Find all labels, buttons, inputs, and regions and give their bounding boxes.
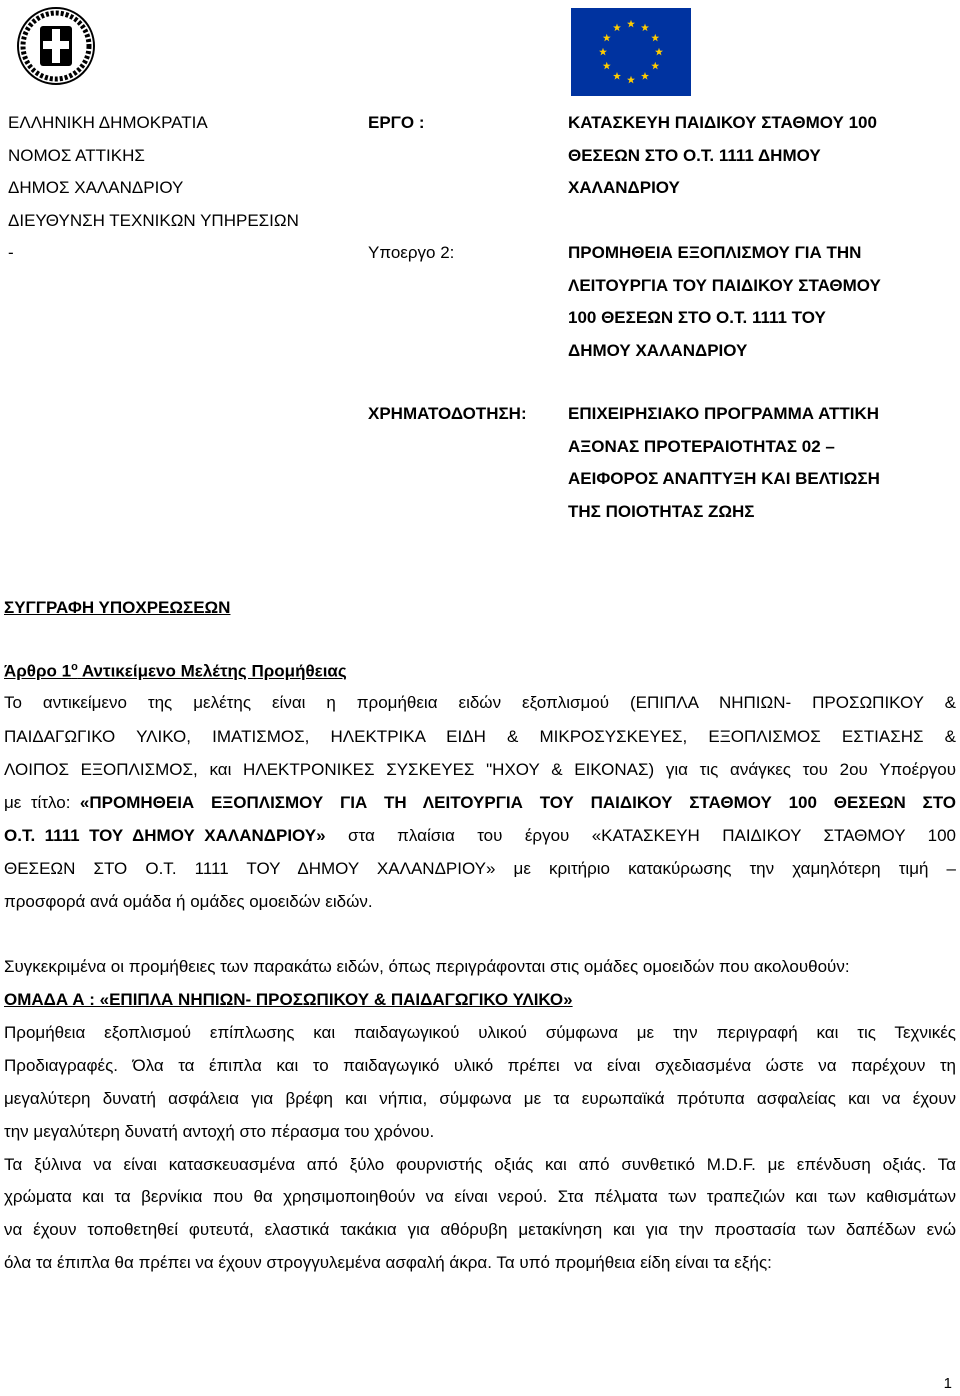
page-number: 1 [943, 1375, 952, 1392]
subproject-title-inline: «ΠΡΟΜΗΘΕΙΑ ΕΞΟΠΛΙΣΜΟΥ ΓΙΑ ΤΗ ΛΕΙΤΟΥΡΓΙΑ ΤΟΥ ΠΑΙΔΙΚΟΥ ΣΤΑΘΜΟΥ 100 ΘΕΣΕΩΝ ΣΤΟ [79, 793, 956, 812]
paragraph-line: Το αντικείμενο της μελέτης είναι η προμήθεια ειδών εξοπλισμού (ΕΠΙΠΛΑ ΝΗΠΙΩΝ- ΠΡΟΣΩΠΙΚΟΥ & [4, 693, 956, 712]
article-sup: ο [71, 661, 78, 673]
paragraph-line: να έχουν τοποθετηθεί φυτευτά, ελαστικά τακάκια για αθόρυβη μετακίνηση και για την προστασία των δαπέδων ενώ [4, 1220, 956, 1239]
paragraph-line: Συγκεκριμένα οι προμήθειες των παρακάτω ειδών, όπως περιγράφονται στις ομάδες ομοειδών που ακολουθούν: [4, 957, 850, 976]
title-prefix: με τίτλο: [4, 793, 80, 812]
project-line: ΚΑΤΑΣΚΕΥΗ ΠΑΙΔΙΚΟΥ ΣΤΑΘΜΟΥ 100 [568, 113, 877, 132]
project-line: ΧΑΛΑΝΔΡΙΟΥ [568, 178, 680, 197]
project-line: ΘΕΣΕΩΝ ΣΤΟ Ο.Τ. 1111 ΔΗΜΟΥ [568, 145, 821, 165]
funding-text [568, 398, 923, 528]
article-prefix: Άρθρο 1 [4, 661, 72, 681]
eu-star-icon [603, 34, 611, 42]
paragraph-line: ΘΕΣΕΩΝ ΣΤΟ Ο.Τ. 1111 ΤΟΥ ΔΗΜΟΥ ΧΑΛΑΝΔΡΙΟΥ» με κριτήριο κατακύρωσης την χαμηλότερη τιμή – [4, 859, 956, 878]
paragraph-line: Προδιαγραφές. Όλα τα έπιπλα και το παιδαγωγικό υλικό πρέπει να είναι σχεδιασμένα ώστε να παρέχουν τη [4, 1056, 956, 1075]
section-title: ΣΥΓΓΡΑΦΗ ΥΠΟΧΡΕΩΣΕΩΝ [4, 598, 231, 617]
eu-star-icon [651, 34, 659, 42]
eu-star-icon [641, 72, 649, 80]
issuer-line: ΔΙΕΥΘΥΝΣΗ ΤΕΧΝΙΚΩΝ ΥΠΗΡΕΣΙΩΝ [8, 210, 299, 230]
eu-star-icon [599, 48, 607, 56]
funding-line: ΑΕΙΦΟΡΟΣ ΑΝΑΠΤΥΞΗ ΚΑΙ ΒΕΛΤΙΩΣΗ [568, 469, 880, 488]
article-heading [4, 661, 347, 682]
greek-coat-of-arms-icon [16, 6, 96, 86]
subproject-title-inline-end: Ο.Τ. 1111 ΤΟΥ ΔΗΜΟΥ ΧΑΛΑΝΔΡΙΟΥ» [4, 826, 326, 845]
eu-star-icon [603, 62, 611, 70]
eu-star-icon [627, 76, 635, 84]
paragraph-line: ΠΑΙΔΑΓΩΓΙΚΟ ΥΛΙΚΟ, ΙΜΑΤΙΣΜΟΣ, ΗΛΕΚΤΡΙΚΑ ΕΙΔΗ & ΜΙΚΡΟΣΥΣΚΕΥΕΣ, ΕΞΟΠΛΙΣΜΟΣ ΕΣΤΙΑΣΗΣ & [4, 727, 956, 746]
funding-line: ΕΠΙΧΕΙΡΗΣΙΑΚΟ ΠΡΟΓΡΑΜΜΑ ΑΤΤΙΚΗ [568, 404, 880, 423]
paragraph-line: προσφορά ανά ομάδα ή ομάδες ομοειδών ειδών. [4, 892, 373, 911]
group-a-title: ΟΜΑΔΑ Α : «ΕΠΙΠΛΑ ΝΗΠΙΩΝ- ΠΡΟΣΩΠΙΚΟΥ & ΠΑΙΔΑΓΩΓΙΚΟ ΥΛΙΚΟ» [4, 990, 573, 1009]
paragraph-line [4, 826, 956, 846]
issuer-line: ΝΟΜΟΣ ΑΤΤΙΚΗΣ [8, 145, 145, 165]
paragraph-line: όλα τα έπιπλα θα πρέπει να έχουν στρογγυλεμένα ασφαλή άκρα. Τα υπό προμήθεια είδη είναι τα εξής: [4, 1253, 772, 1272]
subproject-title [568, 237, 923, 367]
project-label: ΕΡΓΟ : [368, 113, 425, 132]
subproject-line: ΠΡΟΜΗΘΕΙΑ ΕΞΟΠΛΙΣΜΟΥ ΓΙΑ ΤΗΝ [568, 243, 862, 262]
subproject-line: ΔΗΜΟΥ ΧΑΛΑΝΔΡΙΟΥ [568, 340, 748, 360]
eu-star-icon [613, 24, 621, 32]
subproject-line: ΛΕΙΤΟΥΡΓΙΑ ΤΟΥ ΠΑΙΔΙΚΟΥ ΣΤΑΘΜΟΥ [568, 275, 881, 295]
issuer-line: ΔΗΜΟΣ ΧΑΛΑΝΔΡΙΟΥ [8, 178, 184, 197]
paragraph-line: χρώματα και τα βερνίκια που θα χρησιμοποιηθούν να είναι νερού. Στα πέλματα των τραπεζιών και των καθισμάτων [4, 1187, 956, 1206]
paragraph-line: Προμήθεια εξοπλισμού επίπλωσης και παιδαγωγικού υλικού σύμφωνα με την περιγραφή και τις Τεχνικές [4, 1023, 956, 1042]
eu-star-icon [627, 20, 635, 28]
funding-line: ΑΞΟΝΑΣ ΠΡΟΤΕΡΑΙΟΤΗΤΑΣ 02 – [568, 436, 835, 456]
paragraph-line: μεγαλύτερη δυνατή ασφάλεια για βρέφη και νήπια, σύμφωνα με τα ευρωπαϊκά πρότυπα ασφαλείας και να έχουν [4, 1089, 956, 1108]
eu-star-icon [655, 48, 663, 56]
eu-star-icon [641, 24, 649, 32]
subproject-label: Υποεργο 2: [368, 243, 455, 262]
project-reference: στα πλαίσια του έργου «ΚΑΤΑΣΚΕΥΗ ΠΑΙΔΙΚΟΥ ΣΤΑΘΜΟΥ 100 [325, 826, 956, 845]
funding-line: ΤΗΣ ΠΟΙΟΤΗΤΑΣ ΖΩΗΣ [568, 501, 755, 521]
issuer-line: ΕΛΛΗΝΙΚΗ ΔΗΜΟΚΡΑΤΙΑ [8, 113, 208, 132]
subproject-line: 100 ΘΕΣΕΩΝ ΣΤΟ Ο.Τ. 1111 ΤΟΥ [568, 308, 826, 327]
paragraph-line: Τα ξύλινα να είναι κατασκευασμένα από ξύλο φουρνιστής οξιάς και από συνθετικό M.D.F. με επένδυση οξιάς. Τα [4, 1155, 956, 1174]
paragraph-line: την μεγαλύτερη δυνατή αντοχή στο πέρασμα του χρόνου. [4, 1122, 435, 1141]
eu-star-icon [651, 62, 659, 70]
paragraph-line: ΛΟΙΠΟΣ ΕΞΟΠΛΙΣΜΟΣ, και ΗΛΕΚΤΡΟΝΙΚΕΣ ΣΥΣΚΕΥΕΣ "ΗΧΟΥ & ΕΙΚΟΝΑΣ) για τις ανάγκες του 2ου Υποέργου [4, 760, 956, 779]
dash: - [8, 243, 14, 262]
eu-star-icon [613, 72, 621, 80]
funding-label: ΧΡΗΜΑΤΟΔΟΤΗΣΗ: [368, 404, 527, 423]
eu-flag-icon [571, 8, 691, 96]
paragraph-line [4, 793, 956, 813]
article-title: Αντικείμενο Μελέτης Προμήθειας [77, 661, 347, 681]
project-title [568, 107, 923, 205]
issuer-block [8, 107, 363, 270]
